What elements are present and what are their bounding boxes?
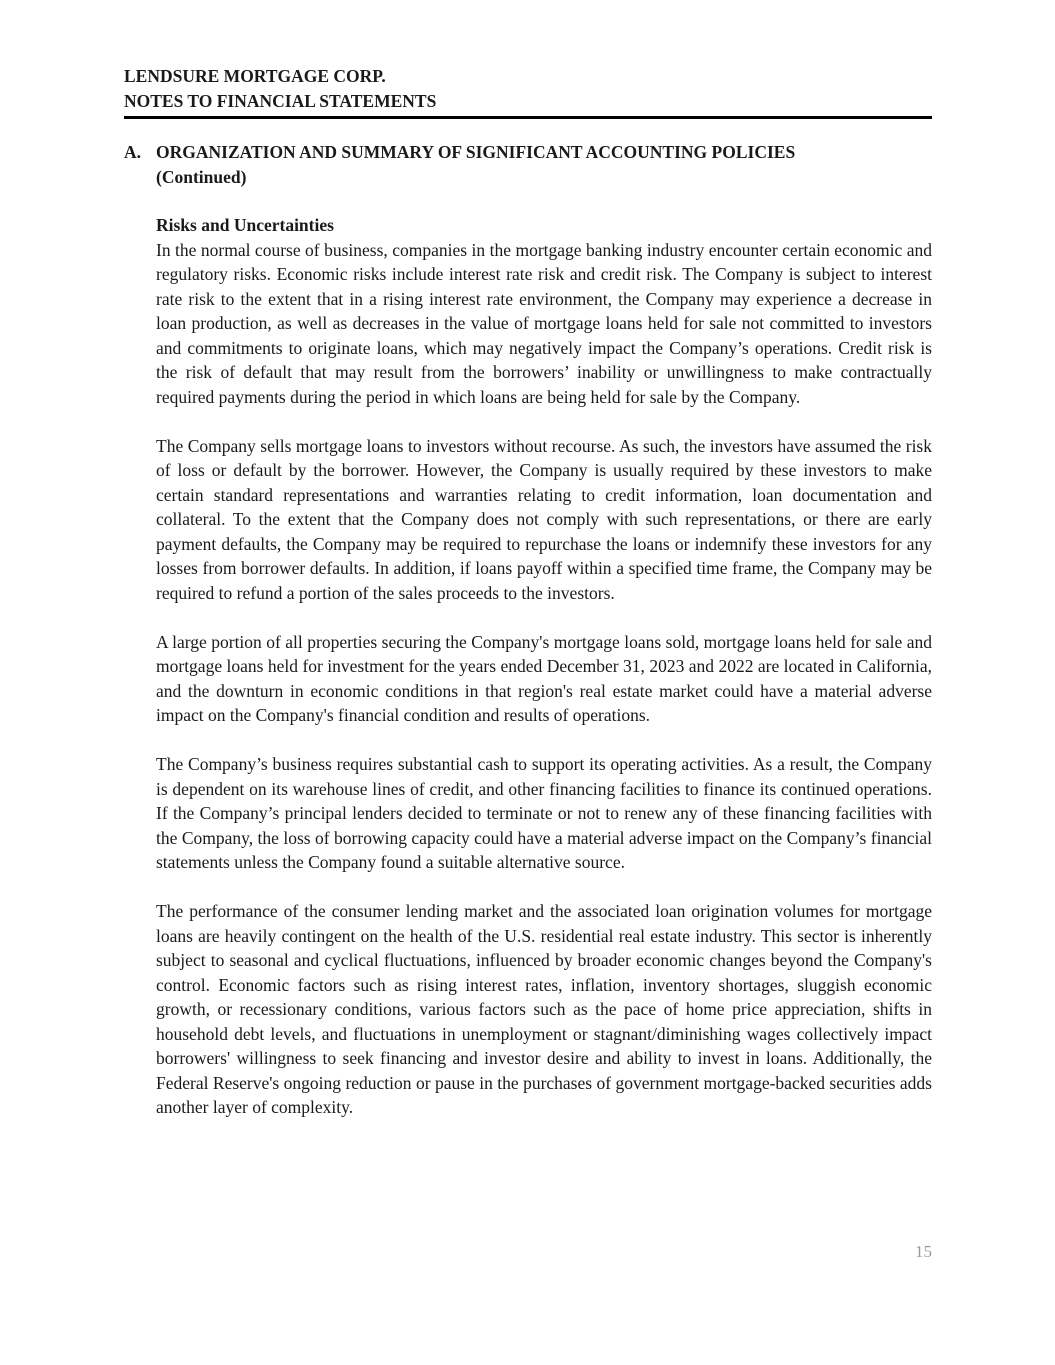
paragraph: A large portion of all properties securing the Company's mortgage loans sold, mortgage loans held for sale and mortgage loans held for investment for the years ended December 31, 2023 and 2022 are located in California, and the downturn in economic conditions in that region's real estate market could have a material adverse impact on the Company's financial condition and results of operations. — [156, 631, 932, 725]
section-body — [156, 213, 932, 1144]
subsection-title: Risks and Uncertainties — [156, 215, 334, 235]
document-title: NOTES TO FINANCIAL STATEMENTS — [124, 90, 437, 111]
paragraph: The Company sells mortgage loans to investors without recourse. As such, the investors have assumed the risk of loss or default by the borrower. However, the Company is usually required by these investors to make certain standard representations and warranties relating to credit information, loan documentation and collateral. To the extent that the Company does not comply with such representations, or there are early payment defaults, the Company may be required to repurchase the loans or indemnify these investors for any losses from borrower defaults. In addition, if loans payoff within a specified time frame, the Company may be required to refund a portion of the sales proceeds to the investors. — [156, 435, 932, 603]
section-heading — [124, 140, 932, 189]
page-number: 15 — [915, 1242, 932, 1261]
section-continued: (Continued) — [156, 166, 247, 187]
company-name: LENDSURE MORTGAGE CORP. — [124, 66, 386, 86]
document-header — [124, 64, 932, 113]
header-divider — [124, 116, 932, 119]
paragraph: The performance of the consumer lending market and the associated loan origination volumes for mortgage loans are heavily contingent on the health of the U.S. residential real estate industry. This sector is inherently subject to seasonal and cyclical fluctuations, influenced by broader economic changes beyond the Company's control. Economic factors such as rising interest rates, inflation, inventory shortages, sluggish economic growth, or recessionary conditions, various factors such as the pace of home price appreciation, shifts in household debt levels, and fluctuations in unemployment or stagnant/diminishing wages collectively impact borrowers' willingness to seek financing and investor desire and ability to invest in loans. Additionally, the Federal Reserve's ongoing reduction or pause in the purchases of government mortgage-backed securities adds another layer of complexity. — [156, 901, 932, 1117]
paragraph: The Company’s business requires substantial cash to support its operating activities. As a result, the Company is dependent on its warehouse lines of credit, and other financing facilities to finance its continued operations. If the Company’s principal lenders decided to terminate or not to renew any of these financing facilities with the Company, the loss of borrowing capacity could have a material adverse impact on the Company’s financial statements unless the Company found a suitable alternative source. — [156, 754, 932, 872]
section-title: ORGANIZATION AND SUMMARY OF SIGNIFICANT ACCOUNTING POLICIES — [156, 142, 796, 162]
paragraph: In the normal course of business, companies in the mortgage banking industry encounter certain economic and regulatory risks. Economic risks include interest rate risk and credit risk. The Company is subject to interest rate risk to the extent that in a rising interest rate environment, the Company may experience a decrease in loan production, as well as decreases in the value of mortgage loans held for sale not committed to investors and commitments to originate loans, which may negatively impact the Company’s operations. Credit risk is the risk of default that may result from the borrowers’ inability or unwillingness to make contractually required payments during the period in which loans are being held for sale by the Company. — [156, 239, 932, 407]
section-number: A. — [124, 142, 142, 162]
